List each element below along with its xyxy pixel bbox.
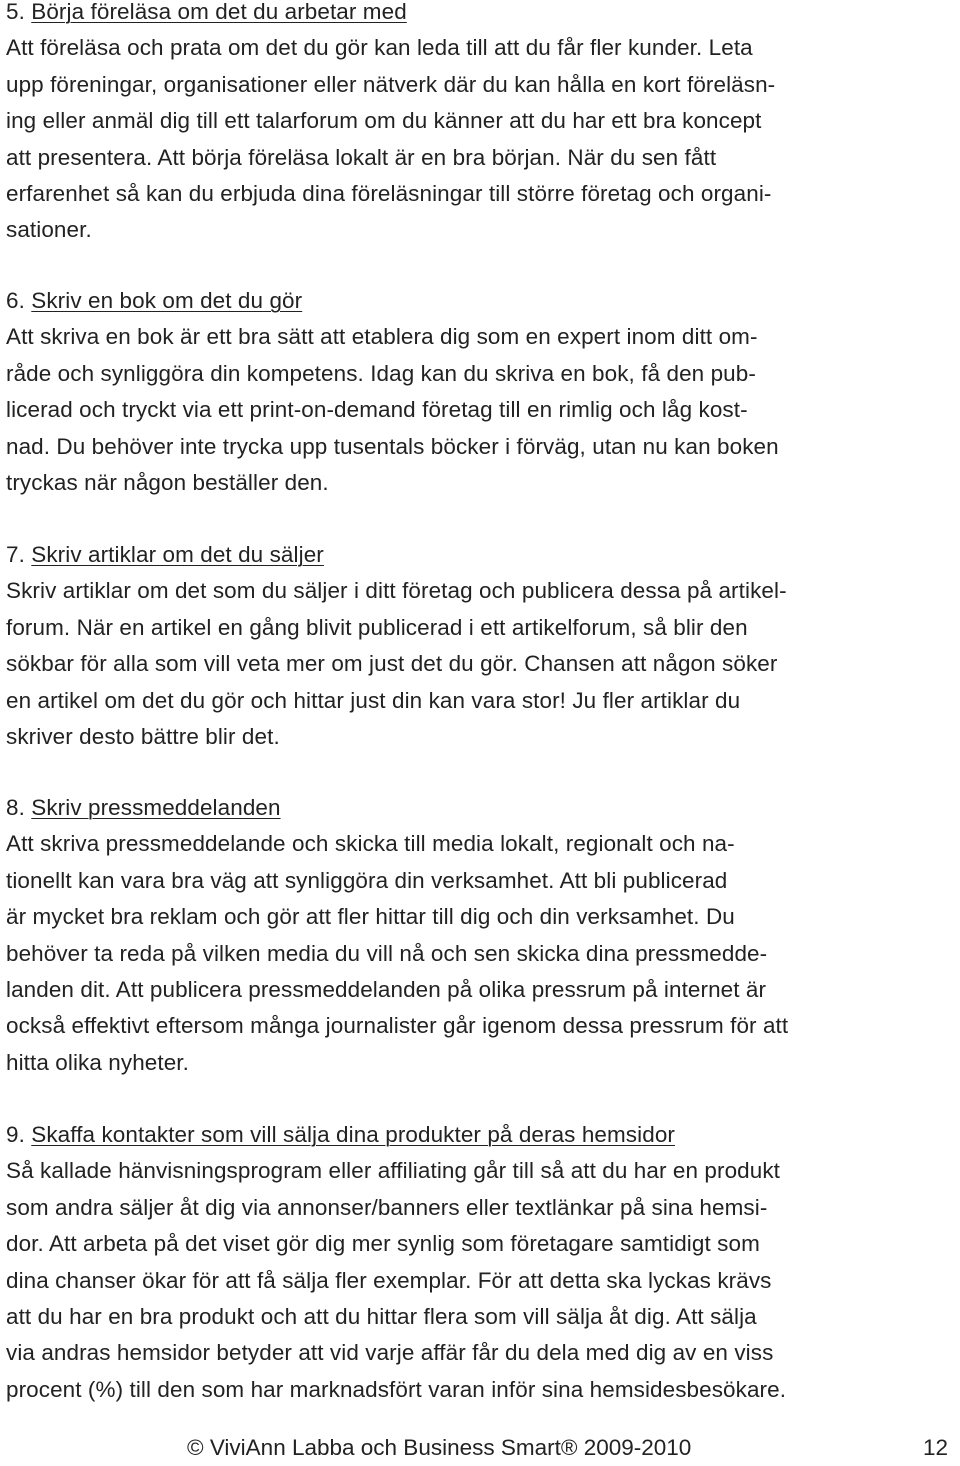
section-title: Skriv pressmeddelanden	[31, 795, 281, 820]
paragraph-line: erfarenhet så kan du erbjuda dina föreläsningar till större företag och organi-	[6, 180, 772, 206]
section-number: 7.	[6, 542, 32, 567]
paragraph-line: landen dit. Att publicera pressmeddelanden på olika pressrum på internet är	[6, 976, 767, 1002]
paragraph-line: Att skriva en bok är ett bra sätt att etablera dig som en expert inom ditt om-	[6, 324, 758, 350]
paragraph-line: tionellt kan vara bra väg att synliggöra din verksamhet. Att bli publicerad	[6, 867, 728, 893]
paragraph-line: dina chanser ökar för att få sälja fler exemplar. För att detta ska lyckas krävs	[6, 1267, 772, 1293]
paragraph-line: Att föreläsa och prata om det du gör kan leda till att du får fler kunder. Leta	[6, 35, 753, 61]
section-number: 6.	[6, 288, 32, 313]
section-9	[6, 1117, 956, 1408]
paragraph-line: råde och synliggöra din kompetens. Idag kan du skriva en bok, få den pub-	[6, 360, 756, 386]
section-7	[6, 537, 956, 755]
paragraph-line: sationer.	[6, 217, 92, 243]
paragraph-line: skriver desto bättre blir det.	[6, 723, 280, 749]
section-8	[6, 790, 956, 1081]
paragraph-line: tryckas när någon beställer den.	[6, 469, 329, 495]
section-number: 8.	[6, 795, 32, 820]
page-number: 12	[922, 1435, 948, 1460]
paragraph-line: Att skriva pressmeddelande och skicka till media lokalt, regionalt och na-	[6, 831, 735, 857]
section-title: Skaffa kontakter som vill sälja dina produkter på deras hemsidor	[31, 1122, 675, 1147]
section-5	[6, 0, 956, 249]
paragraph-line: som andra säljer åt dig via annonser/banners eller textlänkar på sina hemsi-	[6, 1194, 768, 1220]
paragraph-line: också effektivt eftersom många journalister går igenom dessa pressrum för att	[6, 1013, 789, 1039]
paragraph-line: hitta olika nyheter.	[6, 1049, 189, 1075]
section-title: Skriv en bok om det du gör	[31, 288, 303, 313]
section-number: 5.	[6, 0, 32, 24]
paragraph-line: dor. Att arbeta på det viset gör dig mer synlig som företagare samtidigt som	[6, 1231, 760, 1257]
section-heading	[6, 790, 954, 826]
section-title: Börja föreläsa om det du arbetar med	[31, 0, 407, 24]
paragraph-line: Så kallade hänvisningsprogram eller affiliating går till så att du har en produkt	[6, 1158, 781, 1184]
section-heading	[6, 283, 954, 319]
paragraph-line: behöver ta reda på vilken media du vill nå och sen skicka dina pressmedde-	[6, 940, 768, 966]
paragraph-line: procent (%) till den som har marknadsfört varan inför sina hemsidesbesökare.	[6, 1376, 787, 1402]
paragraph-line: att du har en bra produkt och att du hittar flera som vill sälja åt dig. Att sälja	[6, 1303, 757, 1329]
paragraph-line: licerad och tryckt via ett print-on-demand företag till en rimlig och låg kost-	[6, 397, 748, 423]
paragraph-line: är mycket bra reklam och gör att fler hittar till dig och din verksamhet. Du	[6, 904, 735, 930]
footer-copyright: © ViviAnn Labba och Business Smart® 2009-2010	[187, 1435, 692, 1460]
paragraph-line: upp föreningar, organisationer eller nätverk där du kan hålla en kort föreläsn-	[6, 71, 776, 97]
paragraph-line: forum. När en artikel en gång blivit publicerad i ett artikelforum, så blir den	[6, 614, 748, 640]
paragraph-line: Skriv artiklar om det som du säljer i ditt företag och publicera dessa på artikel-	[6, 578, 787, 604]
section-heading	[6, 0, 954, 30]
paragraph-line: att presentera. Att börja föreläsa lokalt är en bra början. När du sen fått	[6, 144, 717, 170]
section-title: Skriv artiklar om det du säljer	[31, 542, 324, 567]
paragraph-line: via andras hemsidor betyder att vid varje affär får du dela med dig av en viss	[6, 1340, 774, 1366]
section-6	[6, 283, 956, 501]
paragraph-line: nad. Du behöver inte trycka upp tusentals böcker i förväg, utan nu kan boken	[6, 433, 779, 459]
section-heading	[6, 537, 954, 573]
paragraph-line: sökbar för alla som vill veta mer om just det du gör. Chansen att någon söker	[6, 651, 778, 677]
paragraph-line: en artikel om det du gör och hittar just din kan vara stor! Ju fler artiklar du	[6, 687, 741, 713]
section-heading	[6, 1117, 954, 1153]
section-number: 9.	[6, 1122, 32, 1147]
paragraph-line: ing eller anmäl dig till ett talarforum om du känner att du har ett bra koncept	[6, 108, 762, 134]
